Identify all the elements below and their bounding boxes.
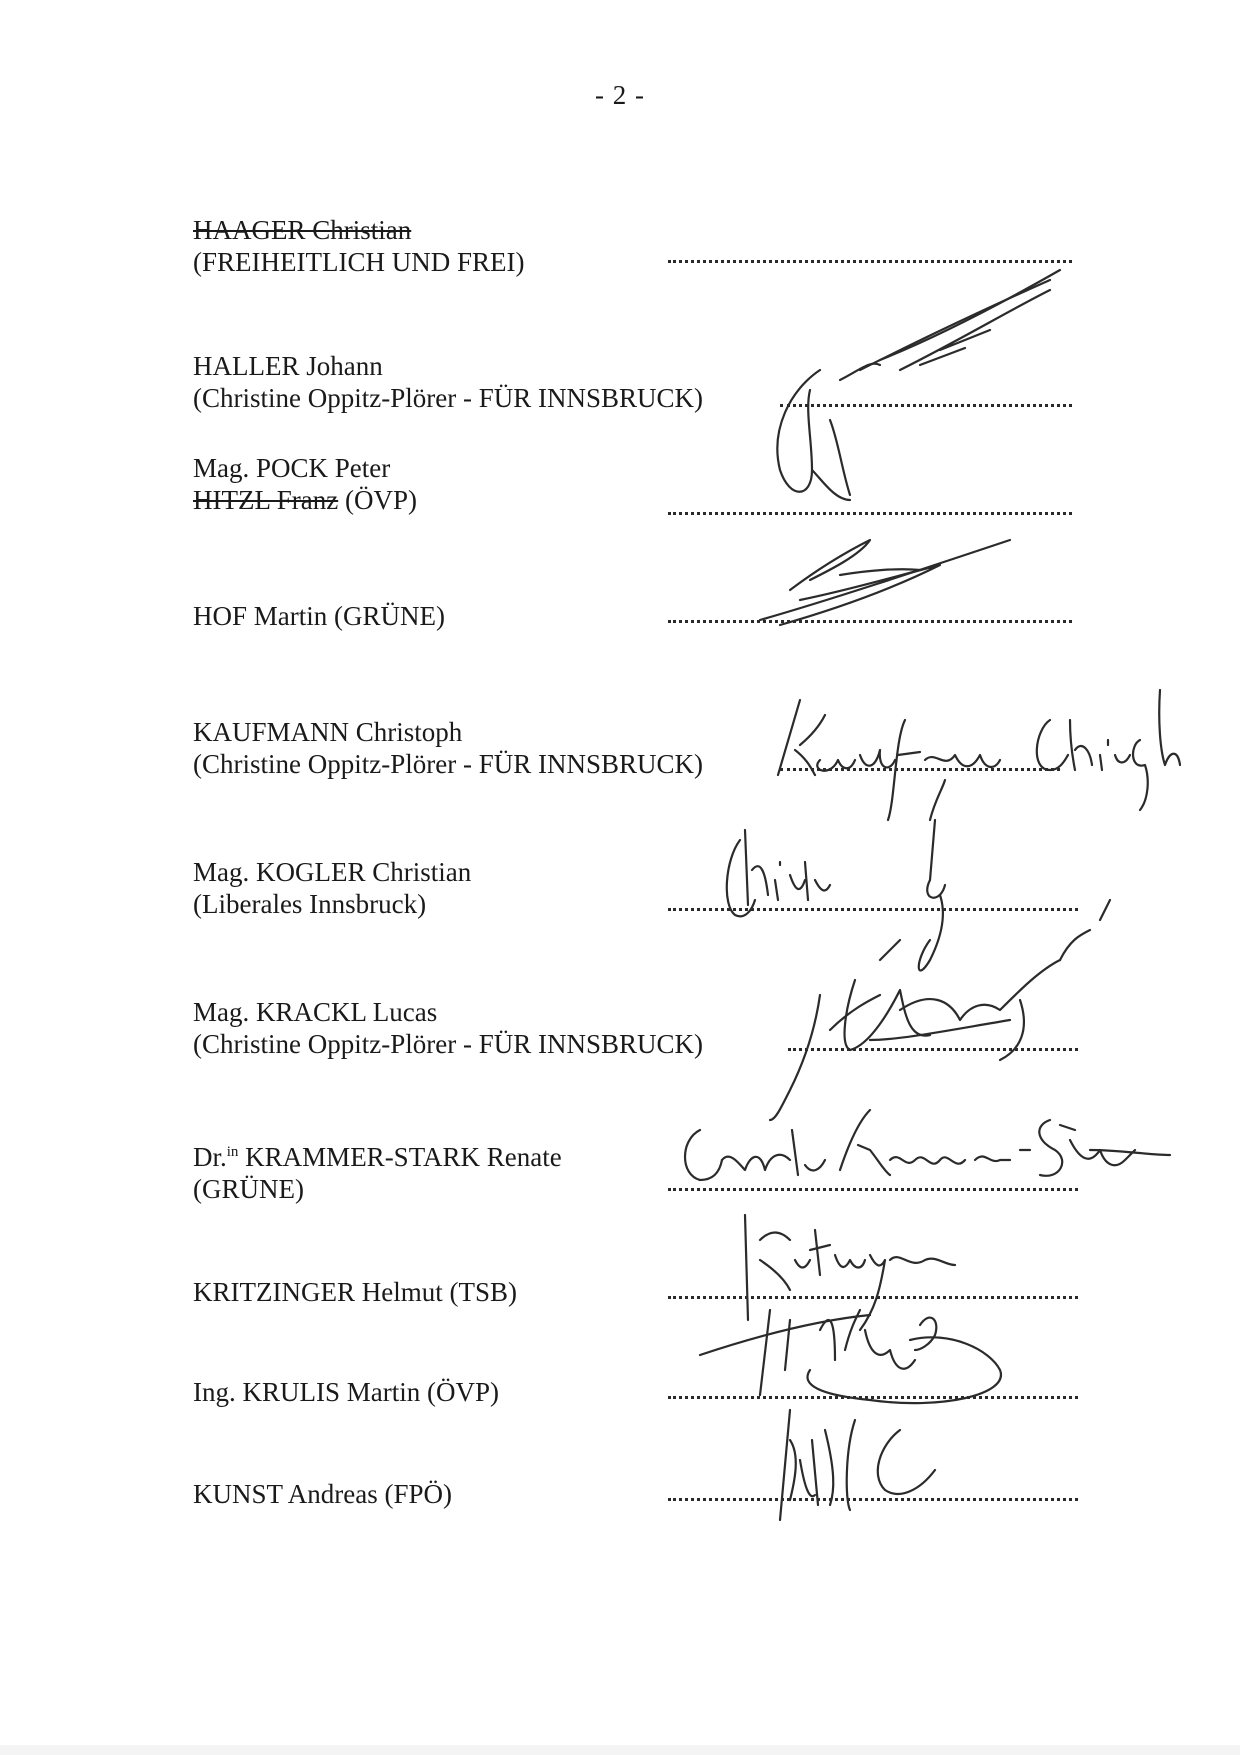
member-name: POCK Peter: [256, 453, 391, 483]
signature-line: [668, 908, 1078, 911]
signature-kritzinger: [745, 1215, 955, 1330]
signature-haller: [777, 270, 1060, 500]
member-title: Ing.: [193, 1377, 236, 1407]
signature-line: [668, 260, 1072, 263]
member-party: (Christine Oppitz-Plörer - FÜR INNSBRUCK): [193, 749, 703, 779]
member-name: KUNST Andreas (FPÖ): [193, 1479, 453, 1509]
member-name: KAUFMANN Christoph: [193, 717, 463, 747]
member-entry-krammer-stark: [193, 1136, 753, 1205]
member-name: HALLER Johann: [193, 351, 383, 381]
member-party: (GRÜNE): [193, 1174, 304, 1204]
signature-kogler: [727, 780, 945, 970]
member-party: (FREIHEITLICH UND FREI): [193, 247, 525, 277]
signature-krackl: [770, 900, 1110, 1120]
signature-kaufmann: [778, 690, 1180, 820]
member-title: Mag.: [193, 857, 250, 887]
member-entry-krackl: [193, 996, 773, 1060]
member-name: KRITZINGER Helmut (TSB): [193, 1277, 517, 1307]
member-name: KRULIS Martin (ÖVP): [242, 1377, 499, 1407]
member-entry-pock: [193, 452, 753, 516]
member-entry-kritzinger: [193, 1276, 753, 1308]
signature-line: [668, 1296, 1078, 1299]
member-name: HAAGER Christian: [193, 215, 412, 245]
signature-line: [780, 768, 1060, 771]
signature-krammer-stark: [685, 1110, 1170, 1180]
signature-kunst: [780, 1410, 935, 1520]
page-bottom-edge: [0, 1745, 1240, 1755]
member-entry-krulis: [193, 1376, 753, 1408]
member-entry-hof: [193, 600, 753, 632]
signature-line: [668, 620, 1072, 623]
member-title: Mag.: [193, 997, 250, 1027]
page-number: - 2 -: [595, 80, 645, 110]
signature-line: [780, 404, 1072, 407]
member-entry-haller: [193, 350, 773, 414]
member-party: (ÖVP): [344, 485, 417, 515]
signature-pock: [760, 540, 1010, 625]
signature-line: [668, 512, 1072, 515]
member-title: Dr.: [193, 1142, 227, 1172]
member-struck-name: HITZL Franz: [193, 485, 339, 515]
member-name: KRACKL Lucas: [256, 997, 438, 1027]
member-title-superscript: in: [226, 1144, 239, 1160]
member-party: (Christine Oppitz-Plörer - FÜR INNSBRUCK): [193, 383, 703, 413]
member-entry-kunst: [193, 1478, 753, 1510]
member-entry-haager: [193, 214, 753, 278]
member-name: KOGLER Christian: [256, 857, 472, 887]
signature-line: [668, 1188, 1078, 1191]
signature-line: [668, 1396, 1078, 1399]
member-party: (Liberales Innsbruck): [193, 889, 427, 919]
member-party: (Christine Oppitz-Plörer - FÜR INNSBRUCK): [193, 1029, 703, 1059]
signature-line: [788, 1048, 1078, 1051]
member-name: HOF Martin (GRÜNE): [193, 601, 445, 631]
member-title: Mag.: [193, 453, 250, 483]
member-entry-kaufmann: [193, 716, 773, 780]
signature-line: [668, 1498, 1078, 1501]
member-name: KRAMMER-STARK Renate: [245, 1142, 562, 1172]
